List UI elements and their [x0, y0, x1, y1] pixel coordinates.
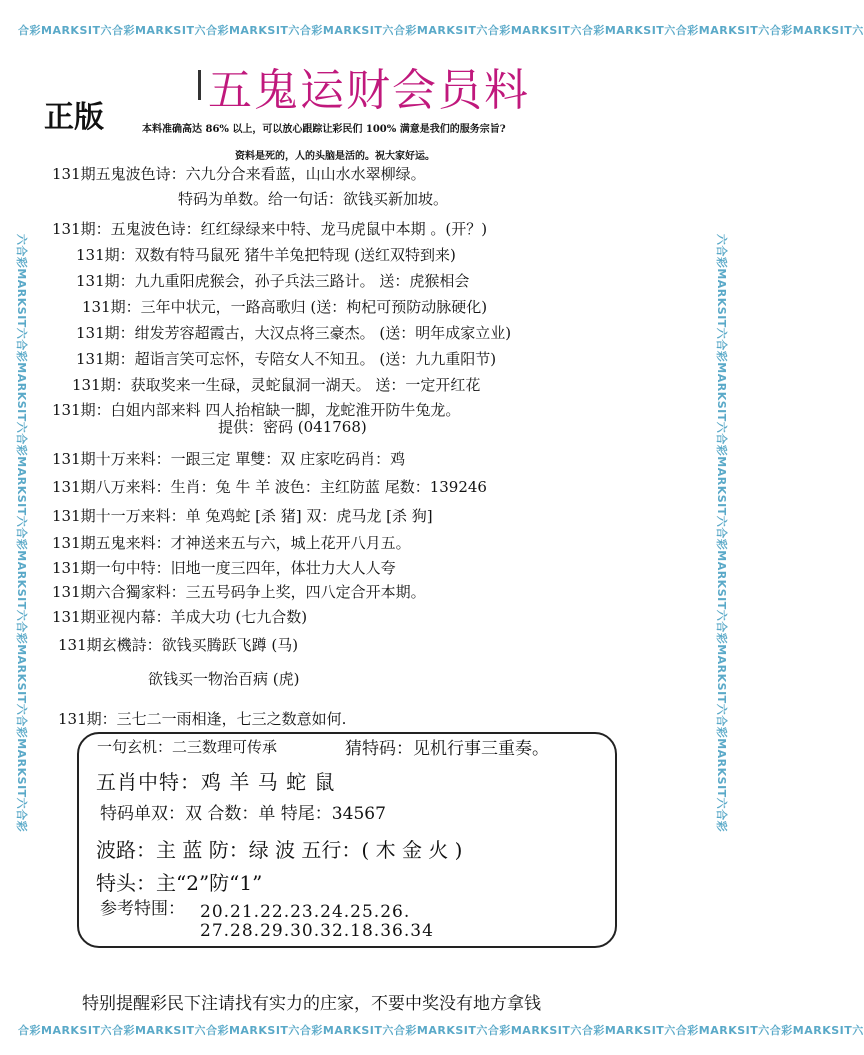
prediction-line: 131期一句中特：旧地一度三四年，体壮力大人人夸 [52, 559, 396, 577]
page-title: 五鬼运财会员料 [208, 65, 530, 116]
prediction-line: 131期：获取奖来一生碌，灵蛇鼠洞一湖天。 送：一定开红花 [72, 376, 481, 394]
frame-watermark-right: 六合彩MARKSIT六合彩MARKSIT六合彩MARKSIT六合彩MARKSIT六合彩MARKSIT六合彩MARKSIT六合彩 [715, 233, 728, 833]
prediction-line: 131期五鬼波色诗：六九分合来看蓝，山山水水翠柳绿。 [52, 165, 426, 183]
footer-notice: 特别提醒彩民下注请找有实力的庄家，不要中奖没有地方拿钱 [82, 994, 541, 1014]
frame-watermark-top: 合彩MARKSIT六合彩MARKSIT六合彩MARKSIT六合彩MARKSIT六合彩MARKSIT六合彩MARKSIT六合彩MARKSIT六合彩MARKSIT六合彩MARKSIT六 [18, 24, 864, 37]
prediction-line: 131期六合獨家料：三五号码争上奖，四八定合开本期。 [52, 583, 426, 601]
prediction-line: 131期：绀发芳容超霞古，大汉点将三豪杰。 (送：明年成家立业) [76, 324, 512, 342]
frame-watermark-bottom: 合彩MARKSIT六合彩MARKSIT六合彩MARKSIT六合彩MARKSIT六合彩MARKSIT六合彩MARKSIT六合彩MARKSIT六合彩MARKSIT六合彩MARKSIT六 [18, 1024, 864, 1037]
prediction-line: 131期：九九重阳虎猴会，孙子兵法三路计。 送：虎猴相会 [76, 272, 470, 290]
prediction-line: 131期八万来料：生肖：兔 牛 羊 波色：主红防蓝 尾数：139246 [52, 478, 487, 496]
odd-even-line: 特码单双：双 合数：单 特尾：34567 [100, 804, 386, 824]
prediction-line: 131期五鬼来料：才神送来五与六，城上花开八月五。 [52, 534, 411, 552]
prediction-line: 131期：三年中状元，一路高歌归 (送：枸杞可预防动脉硬化) [82, 298, 488, 316]
reference-numbers-2: 27.28.29.30.32.18.36.34 [200, 921, 434, 941]
title-divider [198, 70, 201, 100]
slogan-line-2: 资料是死的，人的头脑是活的。祝大家好运。 [235, 151, 435, 162]
prediction-line: 131期：超诣言笑可忘怀，专陪女人不知丑。 (送：九九重阳节) [76, 350, 497, 368]
five-zodiac-line: 五肖中特：鸡 羊 马 蛇 鼠 [96, 770, 336, 794]
password-line: 提供：密码 (041768) [218, 418, 367, 436]
prediction-line: 131期：白姐内部来料 四人抬棺缺一脚，龙蛇淮开防牛兔龙。 [52, 401, 461, 419]
reference-numbers-1: 20.21.22.23.24.25.26. [200, 902, 411, 922]
reference-label: 参考特围： [100, 899, 185, 919]
slogan-line-1: 本料准确高达 86% 以上，可以放心跟踪让彩民们 100% 满意是我们的服务宗旨? [142, 124, 506, 135]
prediction-line: 131期玄機詩：欲钱买腾跃飞蹲 (马) [58, 636, 299, 654]
riddle-line: 一句玄机：二三数理可传承 [97, 738, 278, 756]
wave-line: 波路：主 蓝 防：绿 波 五行：( 木 金 火 ) [96, 838, 463, 862]
frame-watermark-left: 六合彩MARKSIT六合彩MARKSIT六合彩MARKSIT六合彩MARKSIT六合彩MARKSIT六合彩MARKSIT六合彩 [15, 233, 28, 833]
prediction-line: 特码为单数。给一句话：欲钱买新加坡。 [178, 190, 449, 208]
prediction-line: 131期：双数有特马鼠死 猪牛羊兔把特现 (送红双特到来) [76, 246, 456, 264]
prediction-line: 欲钱买一物治百病 (虎) [148, 670, 300, 688]
prediction-line: 131期亚视内幕：羊成大功 (七九合数) [52, 608, 308, 626]
prediction-line: 131期：三七二一雨相逢，七三之数意如何. [58, 710, 347, 728]
prediction-line: 131期十一万来料：单 兔鸡蛇 [杀 猪] 双：虎马龙 [杀 狗] [52, 507, 433, 525]
head-line: 特头：主“2”防“1” [96, 871, 263, 895]
prediction-line: 131期：五鬼波色诗：红红绿绿来中特、龙马虎鼠中本期 。(开？) [52, 220, 488, 238]
guess-line: 猜特码：见机行事三重奏。 [345, 739, 549, 759]
prediction-line: 131期十万来料：一跟三定 單雙：双 庄家吃码肖：鸡 [52, 450, 406, 468]
edition-label: 正版 [44, 100, 104, 135]
